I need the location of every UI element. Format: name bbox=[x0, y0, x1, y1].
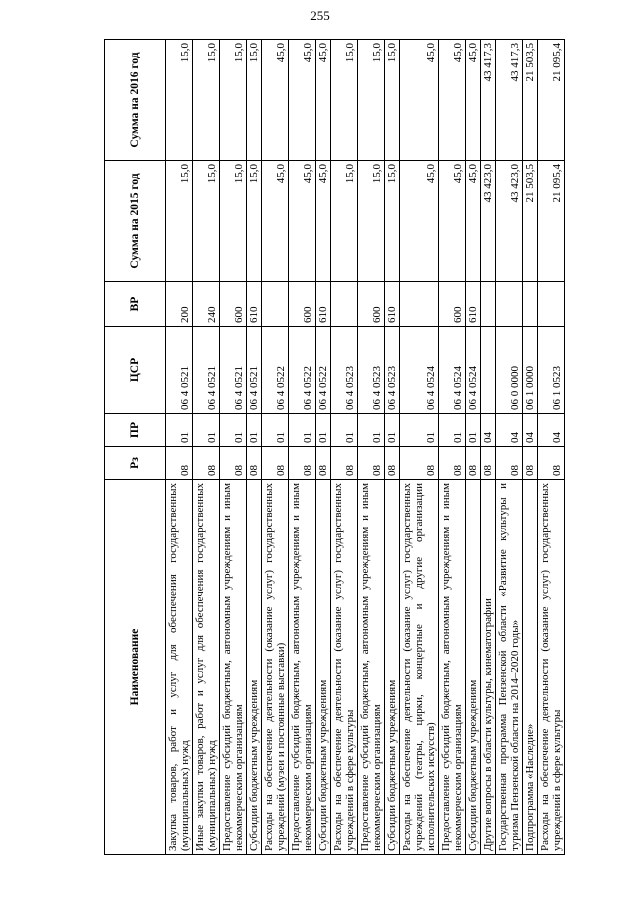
cell-name: Субсидии бюджетным учреждениям bbox=[247, 480, 262, 855]
cell-vr: 610 bbox=[385, 282, 400, 327]
cell-sum-2015: 15,0 bbox=[385, 161, 400, 282]
cell-pr: 01 bbox=[247, 414, 262, 447]
cell-rz: 08 bbox=[538, 447, 565, 480]
cell-csr: 06 4 0524 bbox=[439, 327, 466, 414]
cell-csr: 06 4 0523 bbox=[358, 327, 385, 414]
cell-vr: 200 bbox=[166, 282, 193, 327]
table-row bbox=[220, 40, 247, 855]
cell-csr: 06 4 0521 bbox=[220, 327, 247, 414]
cell-name: Иные закупки товаров, работ и услуг для обеспечения государственных (муниципальных) нужд bbox=[193, 480, 220, 855]
cell-pr: 01 bbox=[331, 414, 358, 447]
cell-sum-2015: 21 095,4 bbox=[538, 161, 565, 282]
cell-pr: 01 bbox=[166, 414, 193, 447]
cell-csr: 06 1 0000 bbox=[523, 327, 538, 414]
header-csr: ЦСР bbox=[105, 327, 166, 414]
cell-name: Другие вопросы в области культуры, кинематографии bbox=[481, 480, 496, 855]
cell-sum-2015: 45,0 bbox=[262, 161, 289, 282]
cell-name: Предоставление субсидий бюджетным, автономным учреждениям и иным некоммерческим организациям bbox=[220, 480, 247, 855]
cell-vr: 610 bbox=[316, 282, 331, 327]
cell-rz: 08 bbox=[247, 447, 262, 480]
cell-vr bbox=[331, 282, 358, 327]
cell-sum-2016: 45,0 bbox=[439, 40, 466, 161]
cell-name: Расходы на обеспечение деятельности (оказание услуг) государственных учреждений (театры, цирки, концертные и другие организации исполнительских искусств) bbox=[400, 480, 439, 855]
header-pr: ПР bbox=[105, 414, 166, 447]
cell-name: Подпрограмма «Наследие» bbox=[523, 480, 538, 855]
header-name: Наименование bbox=[105, 480, 166, 855]
cell-pr: 01 bbox=[262, 414, 289, 447]
cell-sum-2015: 21 503,5 bbox=[523, 161, 538, 282]
cell-sum-2015: 43 423,0 bbox=[496, 161, 523, 282]
cell-csr: 06 1 0523 bbox=[538, 327, 565, 414]
cell-name: Государственная программа Пензенской области «Развитие культуры и туризма Пензенской области на 2014–2020 годы» bbox=[496, 480, 523, 855]
cell-pr: 01 bbox=[289, 414, 316, 447]
cell-sum-2015: 15,0 bbox=[331, 161, 358, 282]
cell-pr: 01 bbox=[466, 414, 481, 447]
cell-pr: 01 bbox=[385, 414, 400, 447]
cell-sum-2016: 15,0 bbox=[385, 40, 400, 161]
cell-sum-2016: 45,0 bbox=[316, 40, 331, 161]
cell-pr: 04 bbox=[523, 414, 538, 447]
cell-name: Субсидии бюджетным учреждениям bbox=[316, 480, 331, 855]
page-number: 255 bbox=[310, 8, 330, 23]
cell-sum-2016: 21 095,4 bbox=[538, 40, 565, 161]
cell-rz: 08 bbox=[481, 447, 496, 480]
table-header bbox=[105, 40, 166, 855]
cell-rz: 08 bbox=[466, 447, 481, 480]
cell-sum-2016: 15,0 bbox=[166, 40, 193, 161]
table-row bbox=[466, 40, 481, 855]
cell-vr: 610 bbox=[247, 282, 262, 327]
cell-csr: 06 4 0522 bbox=[316, 327, 331, 414]
header-sum-2015: Сумма на 2015 год bbox=[105, 161, 166, 282]
cell-vr bbox=[538, 282, 565, 327]
cell-name: Предоставление субсидий бюджетным, автономным учреждениям и иным некоммерческим организациям bbox=[439, 480, 466, 855]
cell-sum-2016: 45,0 bbox=[400, 40, 439, 161]
cell-rz: 08 bbox=[496, 447, 523, 480]
cell-csr bbox=[481, 327, 496, 414]
cell-pr: 01 bbox=[193, 414, 220, 447]
cell-rz: 08 bbox=[400, 447, 439, 480]
cell-pr: 04 bbox=[481, 414, 496, 447]
cell-vr: 610 bbox=[466, 282, 481, 327]
table-row bbox=[358, 40, 385, 855]
cell-sum-2016: 15,0 bbox=[331, 40, 358, 161]
table-row bbox=[439, 40, 466, 855]
cell-sum-2015: 45,0 bbox=[316, 161, 331, 282]
cell-vr: 600 bbox=[289, 282, 316, 327]
cell-pr: 04 bbox=[538, 414, 565, 447]
cell-name: Предоставление субсидий бюджетным, автономным учреждениям и иным некоммерческим организациям bbox=[289, 480, 316, 855]
table-row bbox=[193, 40, 220, 855]
cell-sum-2016: 43 417,3 bbox=[496, 40, 523, 161]
cell-sum-2015: 45,0 bbox=[400, 161, 439, 282]
table-row bbox=[331, 40, 358, 855]
table-row bbox=[496, 40, 523, 855]
cell-name: Субсидии бюджетным учреждениям bbox=[385, 480, 400, 855]
cell-vr: 240 bbox=[193, 282, 220, 327]
cell-sum-2015: 43 423,0 bbox=[481, 161, 496, 282]
cell-sum-2016: 43 417,3 bbox=[481, 40, 496, 161]
cell-rz: 08 bbox=[289, 447, 316, 480]
cell-sum-2015: 15,0 bbox=[193, 161, 220, 282]
cell-sum-2016: 45,0 bbox=[466, 40, 481, 161]
cell-csr: 06 4 0524 bbox=[400, 327, 439, 414]
cell-pr: 01 bbox=[220, 414, 247, 447]
cell-csr: 06 0 0000 bbox=[496, 327, 523, 414]
cell-rz: 08 bbox=[439, 447, 466, 480]
cell-sum-2015: 15,0 bbox=[247, 161, 262, 282]
cell-sum-2016: 45,0 bbox=[262, 40, 289, 161]
cell-rz: 08 bbox=[262, 447, 289, 480]
cell-rz: 08 bbox=[358, 447, 385, 480]
cell-pr: 01 bbox=[358, 414, 385, 447]
cell-vr bbox=[481, 282, 496, 327]
cell-sum-2016: 45,0 bbox=[289, 40, 316, 161]
budget-table bbox=[104, 39, 565, 855]
cell-name: Предоставление субсидий бюджетным, автономным учреждениям и иным некоммерческим организациям bbox=[358, 480, 385, 855]
cell-vr bbox=[262, 282, 289, 327]
cell-rz: 08 bbox=[331, 447, 358, 480]
cell-csr: 06 4 0521 bbox=[166, 327, 193, 414]
header-vr: ВР bbox=[105, 282, 166, 327]
cell-csr: 06 4 0523 bbox=[385, 327, 400, 414]
table-row bbox=[166, 40, 193, 855]
table-body bbox=[166, 40, 565, 855]
cell-sum-2015: 45,0 bbox=[289, 161, 316, 282]
cell-sum-2016: 21 503,5 bbox=[523, 40, 538, 161]
cell-rz: 08 bbox=[316, 447, 331, 480]
cell-vr bbox=[400, 282, 439, 327]
rotated-table-container bbox=[104, 40, 563, 855]
cell-name: Расходы на обеспечение деятельности (оказание услуг) государственных учреждений в сфере культуры bbox=[331, 480, 358, 855]
cell-csr: 06 4 0522 bbox=[262, 327, 289, 414]
cell-sum-2015: 15,0 bbox=[166, 161, 193, 282]
table-row bbox=[262, 40, 289, 855]
header-rz: Рз bbox=[105, 447, 166, 480]
table-row bbox=[289, 40, 316, 855]
cell-rz: 08 bbox=[193, 447, 220, 480]
cell-rz: 08 bbox=[166, 447, 193, 480]
table-row bbox=[538, 40, 565, 855]
cell-csr: 06 4 0522 bbox=[289, 327, 316, 414]
cell-rz: 08 bbox=[220, 447, 247, 480]
cell-sum-2015: 45,0 bbox=[466, 161, 481, 282]
cell-pr: 04 bbox=[496, 414, 523, 447]
cell-pr: 01 bbox=[316, 414, 331, 447]
cell-name: Расходы на обеспечение деятельности (оказание услуг) государственных учреждений в сфере культуры bbox=[538, 480, 565, 855]
table-row bbox=[400, 40, 439, 855]
cell-sum-2015: 15,0 bbox=[358, 161, 385, 282]
cell-sum-2016: 15,0 bbox=[358, 40, 385, 161]
cell-csr: 06 4 0523 bbox=[331, 327, 358, 414]
cell-pr: 01 bbox=[400, 414, 439, 447]
cell-sum-2016: 15,0 bbox=[220, 40, 247, 161]
cell-sum-2015: 15,0 bbox=[220, 161, 247, 282]
header-sum-2016: Сумма на 2016 год bbox=[105, 40, 166, 161]
cell-vr: 600 bbox=[358, 282, 385, 327]
cell-vr: 600 bbox=[439, 282, 466, 327]
cell-sum-2016: 15,0 bbox=[247, 40, 262, 161]
cell-csr: 06 4 0521 bbox=[193, 327, 220, 414]
cell-pr: 01 bbox=[439, 414, 466, 447]
cell-name: Закупка товаров, работ и услуг для обеспечения государственных (муниципальных) нужд bbox=[166, 480, 193, 855]
table-row bbox=[523, 40, 538, 855]
cell-vr bbox=[523, 282, 538, 327]
table-row bbox=[316, 40, 331, 855]
cell-rz: 08 bbox=[523, 447, 538, 480]
cell-sum-2015: 45,0 bbox=[439, 161, 466, 282]
cell-vr bbox=[496, 282, 523, 327]
cell-vr: 600 bbox=[220, 282, 247, 327]
cell-sum-2016: 15,0 bbox=[193, 40, 220, 161]
cell-csr: 06 4 0524 bbox=[466, 327, 481, 414]
table-row bbox=[481, 40, 496, 855]
cell-rz: 08 bbox=[385, 447, 400, 480]
cell-name: Субсидии бюджетным учреждениям bbox=[466, 480, 481, 855]
table-row bbox=[247, 40, 262, 855]
cell-csr: 06 4 0521 bbox=[247, 327, 262, 414]
table-row bbox=[385, 40, 400, 855]
cell-name: Расходы на обеспечение деятельности (оказание услуг) государственных учреждений (музеи и постоянные выставки) bbox=[262, 480, 289, 855]
